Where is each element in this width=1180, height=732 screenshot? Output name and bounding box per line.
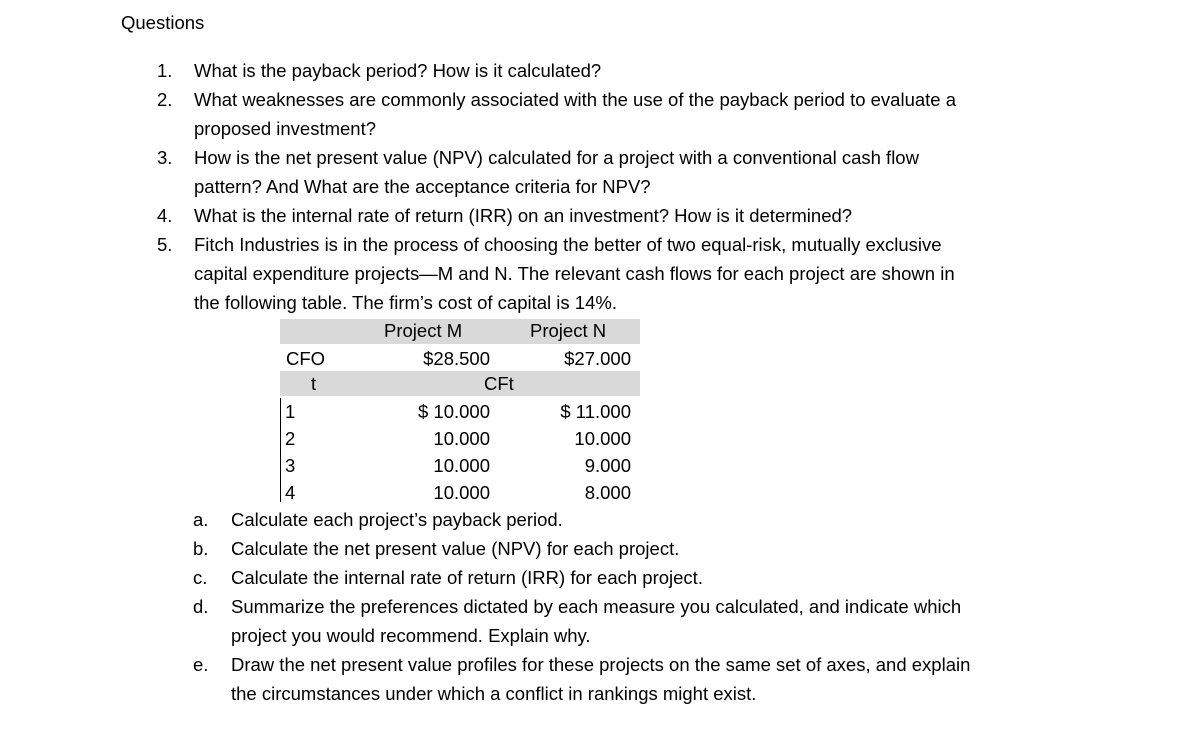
question-text: What is the internal rate of return (IRR) on an investment? How is it determined? [194,205,853,226]
subquestion-text: the circumstances under which a conflict in rankings might exist. [231,683,757,704]
period-4: 4 [285,482,296,503]
subheader-shading [280,371,640,396]
period-1: 1 [285,401,296,422]
cash-flow-n-2: 10.000 [574,428,631,449]
period-2: 2 [285,428,296,449]
subquestion-label: d. [193,596,209,617]
cash-flow-m-2: 10.000 [433,428,490,449]
question-text: the following table. The firm’s cost of capital is 14%. [194,292,617,313]
subquestion-label: e. [193,654,209,675]
period-column-divider [280,398,281,502]
subquestion-text: Calculate the net present value (NPV) for each project. [231,538,680,559]
question-number: 1. [157,60,173,81]
cash-flow-m-4: 10.000 [433,482,490,503]
cf0-project-m: $28.500 [423,348,490,369]
subquestion-label: b. [193,538,209,559]
cf0-project-n: $27.000 [564,348,631,369]
subquestion-text: project you would recommend. Explain why. [231,625,591,646]
header-project-n: Project N [530,320,607,341]
question-text: capital expenditure projects—M and N. The relevant cash flows for each project are shown in [194,263,955,284]
question-number: 5. [157,234,173,255]
question-number: 4. [157,205,173,226]
question-text: What weaknesses are commonly associated with the use of the payback period to evaluate a [194,89,957,110]
cft-label: CFt [484,373,514,394]
page-title: Questions [121,12,205,33]
cash-flow-m-1: $ 10.000 [417,401,490,422]
cf0-label: CFO [286,348,326,369]
cash-flow-n-3: 9.000 [584,455,631,476]
t-label: t [311,373,317,394]
cash-flow-m-3: 10.000 [433,455,490,476]
header-project-m: Project M [384,320,463,341]
question-text: How is the net present value (NPV) calculated for a project with a conventional cash flow [194,147,919,168]
cash-flow-n-4: 8.000 [584,482,631,503]
question-text: proposed investment? [194,118,377,139]
subquestion-text: Summarize the preferences dictated by each measure you calculated, and indicate which [231,596,962,617]
subquestion-text: Calculate each project’s payback period. [231,509,563,530]
question-text: What is the payback period? How is it calculated? [194,60,602,81]
subquestion-label: a. [193,509,209,530]
cash-flow-n-1: $ 11.000 [560,401,631,422]
question-text: Fitch Industries is in the process of choosing the better of two equal-risk, mutually exclusive [194,234,942,255]
subquestion-text: Calculate the internal rate of return (IRR) for each project. [231,567,703,588]
subquestion-label: c. [193,567,208,588]
subquestion-text: Draw the net present value profiles for these projects on the same set of axes, and explain [231,654,971,675]
question-number: 2. [157,89,173,110]
period-3: 3 [285,455,296,476]
question-text: pattern? And What are the acceptance criteria for NPV? [194,176,651,197]
question-number: 3. [157,147,173,168]
